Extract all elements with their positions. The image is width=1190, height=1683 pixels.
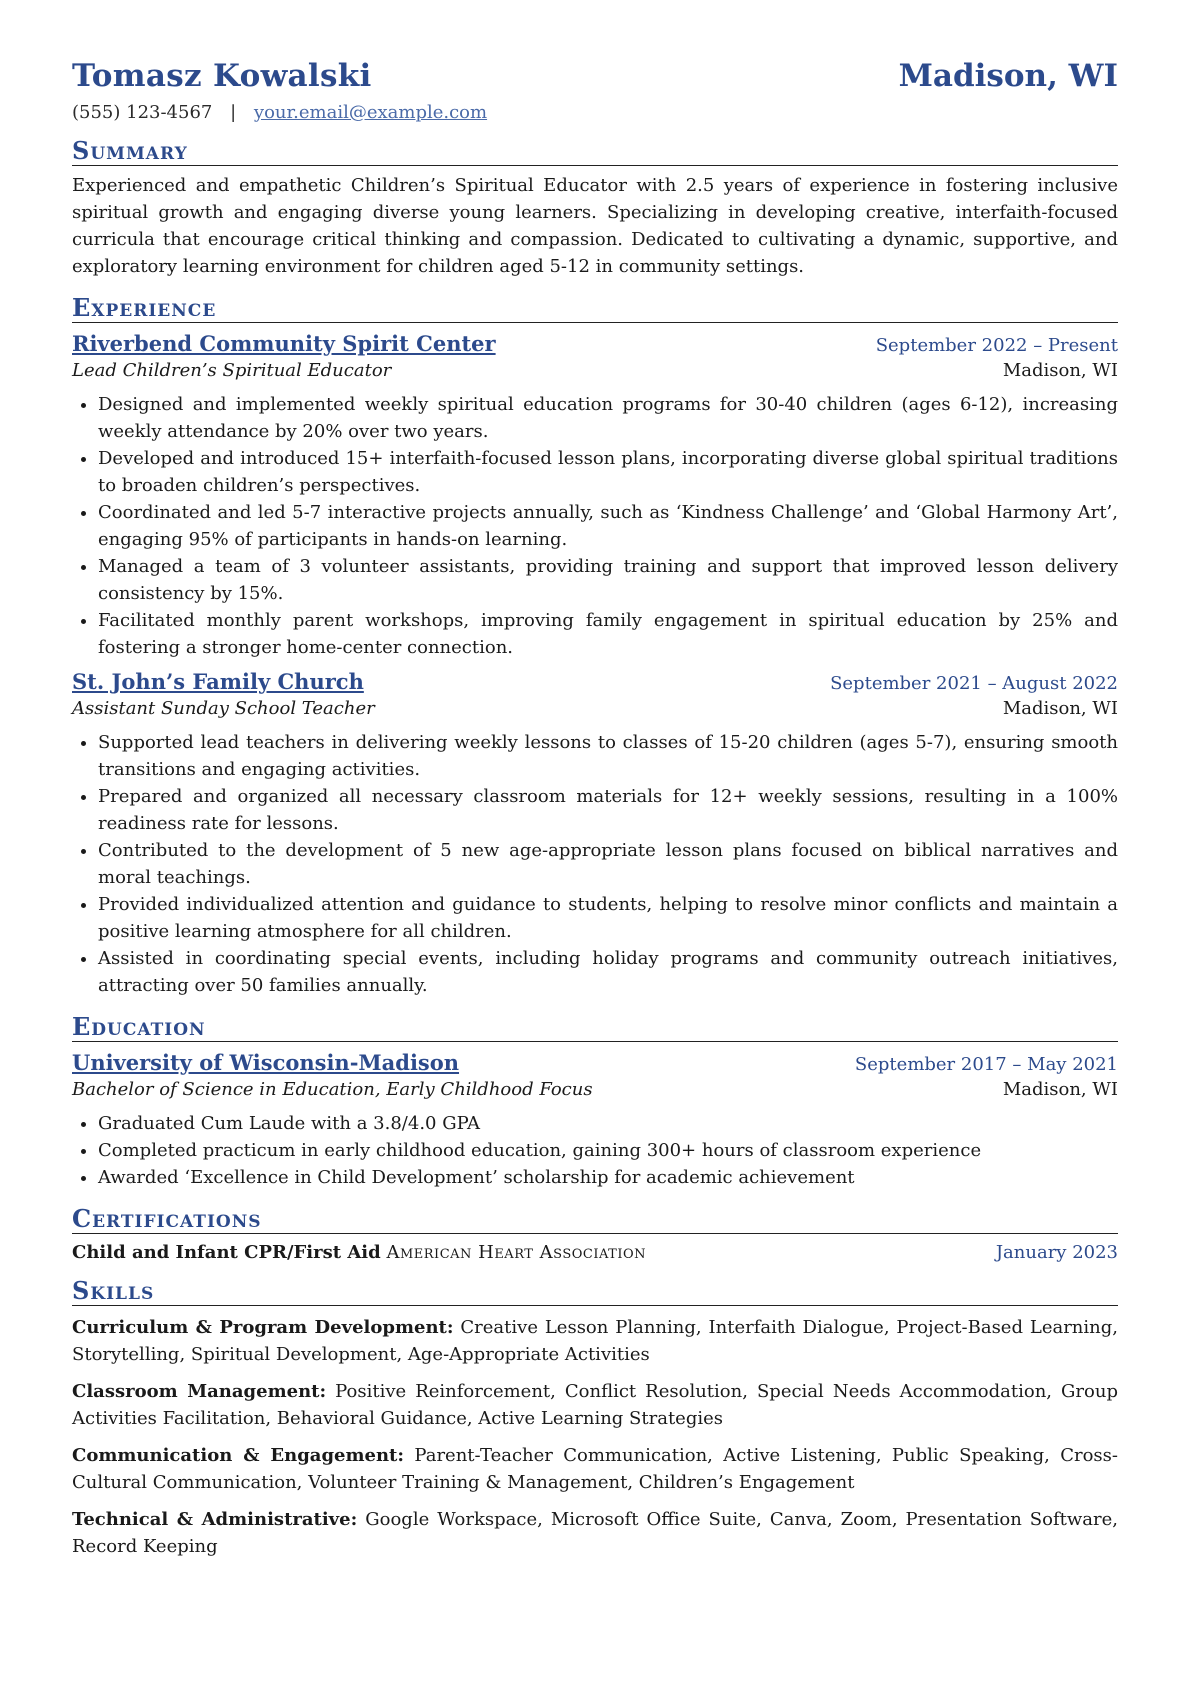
skill-group-items: Creative Lesson Planning, Interfaith Dialogue, Project-Based Learning, Storytelling, Spiritual Development, Age-Appropriate Activities	[72, 1317, 1118, 1365]
skill-group	[72, 1314, 1118, 1368]
degree-title: Bachelor of Science in Education, Early Childhood Focus	[72, 1079, 593, 1100]
skills-list	[72, 1314, 1118, 1560]
section-title-summary: Summary	[72, 137, 1118, 166]
summary-text: Experienced and empathetic Children’s Spiritual Educator with 2.5 years of experience in fostering inclusive spiritual growth and engaging diverse young learners. Specializing in developing creative, interfaith-focused curricula that encourage critical thinking and compassion. Dedicated to cultivating a dynamic, supportive, and exploratory learning environment for children aged 5-12 in community settings.	[72, 175, 1118, 277]
entry-location: Madison, WI	[1002, 698, 1118, 719]
section-title-education: Education	[72, 1013, 1118, 1042]
bullet-item: • Awarded ‘Excellence in Child Development’ scholarship for academic achievement	[98, 1164, 1118, 1191]
bullet-item: • Provided individualized attention and guidance to students, helping to resolve minor conflicts and maintain a positive learning atmosphere for all children.	[98, 891, 1118, 945]
bullet-item: • Prepared and organized all necessary classroom materials for 12+ weekly sessions, resulting in a 100% readiness rate for lessons.	[98, 783, 1118, 837]
bullet-list	[72, 729, 1118, 999]
skill-group-items: Positive Reinforcement, Conflict Resolution, Special Needs Accommodation, Group Activities Facilitation, Behavioral Guidance, Active Learning Strategies	[72, 1381, 1118, 1429]
education-entry	[72, 1050, 1118, 1191]
skill-group-items: Parent-Teacher Communication, Active Listening, Public Speaking, Cross-Cultural Communication, Volunteer Training & Management, Children’s Engagement	[72, 1445, 1118, 1493]
skill-group	[72, 1506, 1118, 1560]
org-link[interactable]: St. John’s Family Church	[72, 669, 364, 694]
bullet-item: • Designed and implemented weekly spiritual education programs for 30-40 children (ages 6-12), increasing weekly attendance by 20% over two years.	[98, 391, 1118, 445]
org-link[interactable]: Riverbend Community Spirit Center	[72, 331, 496, 356]
job-title: Lead Children’s Spiritual Educator	[72, 360, 392, 381]
skill-group-label: Communication & Engagement:	[72, 1445, 405, 1466]
job-title: Assistant Sunday School Teacher	[72, 698, 375, 719]
email-link[interactable]: your.email@example.com	[253, 102, 488, 123]
bullet-list	[72, 391, 1118, 661]
certification-item	[72, 1242, 1118, 1263]
header-location: Madison, WI	[898, 58, 1118, 94]
entry-location: Madison, WI	[1002, 1079, 1118, 1100]
skill-group	[72, 1442, 1118, 1496]
bullet-item: • Assisted in coordinating special events, including holiday programs and community outreach initiatives, attracting over 50 families annually.	[98, 945, 1118, 999]
bullet-item: • Supported lead teachers in delivering weekly lessons to classes of 15-20 children (ages 5-7), ensuring smooth transitions and engaging activities.	[98, 729, 1118, 783]
bullet-list	[72, 1110, 1118, 1191]
skill-group-label: Curriculum & Program Development:	[72, 1317, 454, 1338]
skill-group	[72, 1378, 1118, 1432]
bullet-item: • Developed and introduced 15+ interfaith-focused lesson plans, incorporating diverse global spiritual traditions to broaden children’s perspectives.	[98, 445, 1118, 499]
section-title-skills: Skills	[72, 1277, 1118, 1306]
skill-group-label: Classroom Management:	[72, 1381, 327, 1402]
skill-group-label: Technical & Administrative:	[72, 1509, 358, 1530]
candidate-name: Tomasz Kowalski	[72, 58, 372, 94]
bullet-item: • Graduated Cum Laude with a 3.8/4.0 GPA	[98, 1110, 1118, 1137]
skill-group-items: Google Workspace, Microsoft Office Suite, Canva, Zoom, Presentation Software, Record Keeping	[72, 1509, 1118, 1557]
org-link[interactable]: University of Wisconsin-Madison	[72, 1050, 460, 1075]
experience-entry	[72, 669, 1118, 999]
bullet-item: • Completed practicum in early childhood education, gaining 300+ hours of classroom experience	[98, 1137, 1118, 1164]
contact-row	[72, 102, 1118, 123]
section-title-experience: Experience	[72, 294, 1118, 323]
entry-dates: September 2017 – May 2021	[854, 1054, 1118, 1075]
bullet-item: • Coordinated and led 5-7 interactive projects annually, such as ‘Kindness Challenge’ and ‘Global Harmony Art’, engaging 95% of participants in hands-on learning.	[98, 499, 1118, 553]
bullet-item: • Contributed to the development of 5 new age-appropriate lesson plans focused on biblical narratives and moral teachings.	[98, 837, 1118, 891]
entry-dates: September 2021 – August 2022	[830, 673, 1118, 694]
section-title-certifications: Certifications	[72, 1205, 1118, 1234]
entry-dates: September 2022 – Present	[875, 335, 1118, 356]
certification-name: Child and Infant CPR/First Aid	[72, 1242, 381, 1263]
entry-location: Madison, WI	[1002, 360, 1118, 381]
phone-number: (555) 123-4567	[72, 102, 213, 123]
bullet-item: • Managed a team of 3 volunteer assistants, providing training and support that improved lesson delivery consistency by 15%.	[98, 553, 1118, 607]
contact-separator: |	[230, 102, 237, 123]
experience-entry	[72, 331, 1118, 661]
bullet-item: • Facilitated monthly parent workshops, improving family engagement in spiritual education by 25% and fostering a stronger home-center connection.	[98, 607, 1118, 661]
certification-date: January 2023	[995, 1242, 1118, 1263]
certification-org: American Heart Association	[386, 1242, 646, 1263]
resume-header	[72, 58, 1118, 94]
